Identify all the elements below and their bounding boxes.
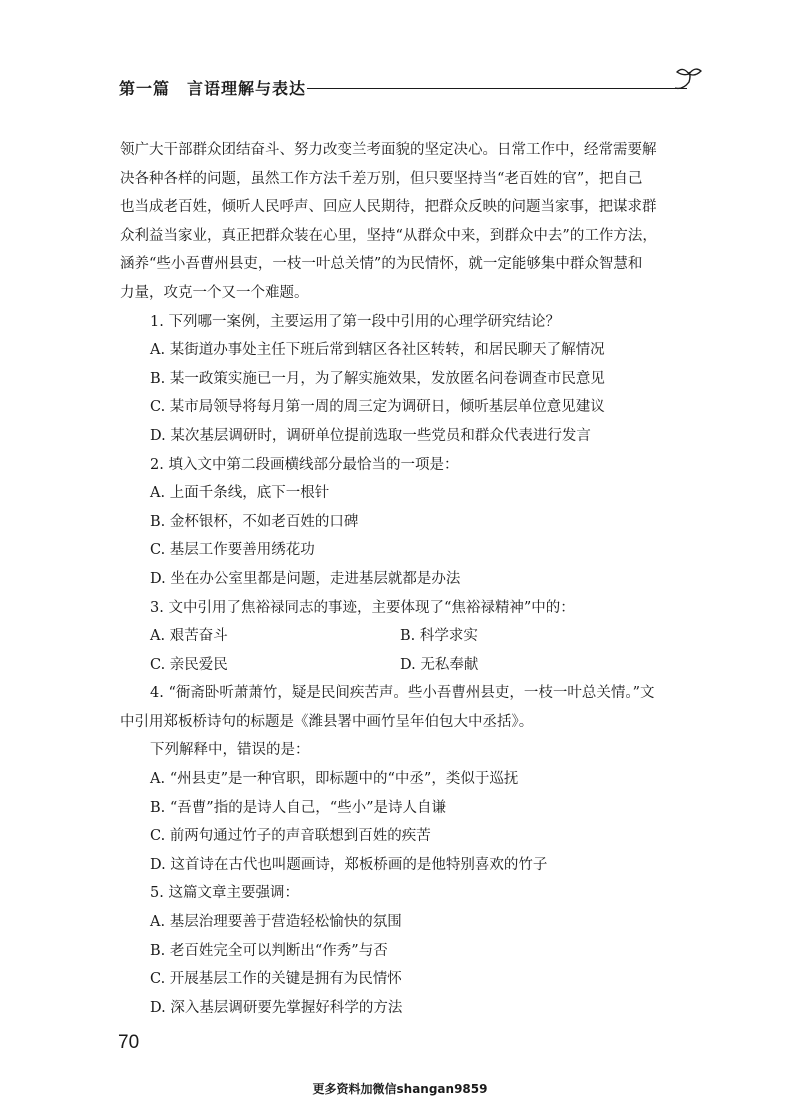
header-rule — [307, 88, 687, 89]
question-1-stem: 1. 下列哪一案例，主要运用了第一段中引用的心理学研究结论？ — [150, 313, 560, 330]
question-4-option-d: D. 这首诗在古代也叫题画诗，郑板桥画的是他特别喜欢的竹子 — [150, 856, 548, 873]
question-1-option-d: D. 某次基层调研时，调研单位提前选取一些党员和群众代表进行发言 — [150, 427, 591, 444]
question-3-stem: 3. 文中引用了焦裕禄同志的事迹，主要体现了“焦裕禄精神”中的： — [150, 599, 575, 616]
question-4-stem-line-1: 4. “衙斋卧听萧萧竹，疑是民间疾苦声。些小吾曹州县吏，一枝一叶总关情。”文 — [150, 685, 655, 702]
question-1-option-a: A. 某街道办事处主任下班后常到辖区各社区转转，和居民聊天了解情况 — [150, 342, 605, 359]
passage-line: 力量，攻克一个又一个难题。 — [120, 284, 309, 301]
footer-note: 更多资料加微信shangan9859 — [312, 1082, 488, 1096]
passage-line: 决各种各样的问题，虽然工作方法千差万别，但只要坚持当“老百姓的官”，把自己 — [120, 170, 643, 187]
question-3-option-a: A. 艰苦奋斗 — [150, 628, 228, 645]
question-4-option-a: A. “州县吏”是一种官职，即标题中的“中丞”，类似于巡抚 — [150, 771, 519, 788]
section-title: 第一篇 言语理解与表达 — [119, 79, 307, 98]
passage-line: 领广大干部群众团结奋斗、努力改变兰考面貌的坚定决心。日常工作中，经常需要解 — [120, 142, 657, 158]
question-2-option-c: C. 基层工作要善用绣花功 — [150, 542, 315, 559]
question-2-option-d: D. 坐在办公室里都是问题，走进基层就都是办法 — [150, 570, 461, 587]
page-header — [119, 66, 699, 106]
question-3-options-row-2 — [120, 651, 700, 680]
question-4-option-c: C. 前两句通过竹子的声音联想到百姓的疾苦 — [150, 828, 431, 845]
question-5-option-a: A. 基层治理要善于营造轻松愉快的氛围 — [150, 914, 402, 931]
page-content — [120, 136, 700, 1022]
page-number: 70 — [118, 1032, 140, 1053]
question-3-option-c: C. 亲民爱民 — [150, 656, 228, 673]
question-5-option-b: B. 老百姓完全可以判断出“作秀”与否 — [150, 942, 388, 959]
question-4-stem-line-3: 下列解释中，错误的是： — [150, 742, 310, 759]
question-3-options-row-1 — [120, 622, 700, 651]
question-2-option-b: B. 金杯银杯，不如老百姓的口碑 — [150, 513, 359, 530]
question-4-option-b: B. “吾曹”指的是诗人自己，“些小”是诗人自谦 — [150, 799, 447, 816]
passage-line: 众利益当家业，真正把群众装在心里，坚持“从群众中来，到群众中去”的工作方法， — [120, 227, 657, 244]
question-2-stem: 2. 填入文中第二段画横线部分最恰当的一项是： — [150, 456, 459, 473]
question-2-option-a: A. 上面千条线，底下一根针 — [150, 485, 330, 502]
sprout-icon — [669, 66, 703, 94]
passage-line: 也当成老百姓，倾听人民呼声、回应人民期待，把群众反映的问题当家事，把谋求群 — [120, 199, 657, 216]
question-5-option-d: D. 深入基层调研要先掌握好科学的方法 — [150, 999, 403, 1016]
question-3-option-b: B. 科学求实 — [400, 628, 478, 645]
question-5-option-c: C. 开展基层工作的关键是拥有为民情怀 — [150, 971, 402, 988]
question-3-option-d: D. 无私奉献 — [400, 656, 479, 673]
question-4-stem-line-2: 中引用郑板桥诗句的标题是《潍县署中画竹呈年伯包大中丞括》。 — [120, 713, 534, 730]
passage-line: 涵养“些小吾曹州县吏，一枝一叶总关情”的为民情怀，就一定能够集中群众智慧和 — [120, 256, 643, 273]
question-1-option-b: B. 某一政策实施已一月，为了解实施效果，发放匿名问卷调查市民意见 — [150, 370, 605, 387]
question-1-option-c: C. 某市局领导将每月第一周的周三定为调研日，倾听基层单位意见建议 — [150, 399, 605, 416]
question-5-stem: 5. 这篇文章主要强调： — [150, 885, 299, 902]
